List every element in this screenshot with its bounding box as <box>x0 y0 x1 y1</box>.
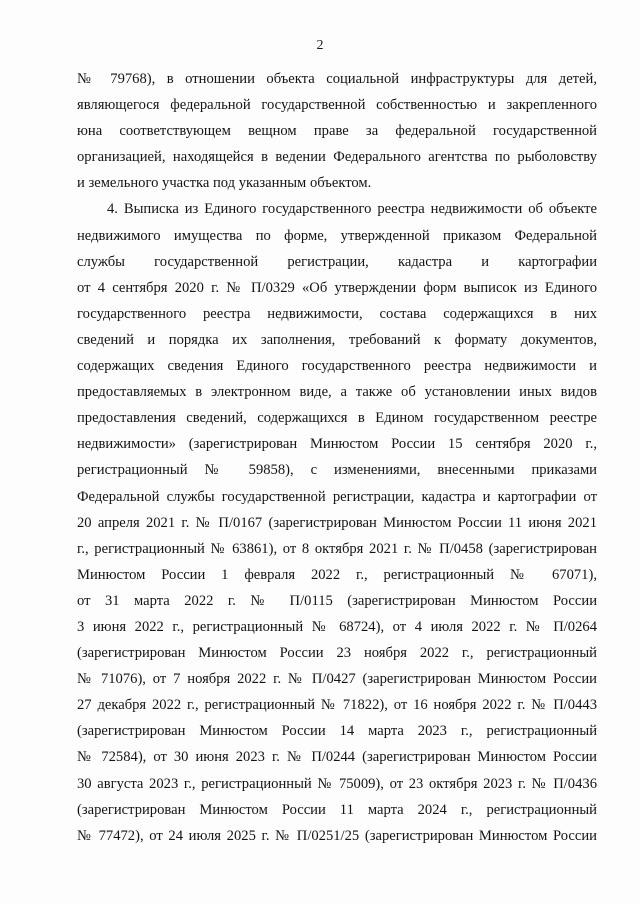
text-line: Минюстом России 1 февраля 2022 г., регистрационный № 67071), <box>77 566 597 583</box>
text-line: (зарегистрирован Минюстом России 23 ноября 2022 г., регистрационный <box>77 645 597 662</box>
document-body-text <box>77 66 597 849</box>
text-line: содержащих сведения Единого государственного реестра недвижимости и <box>77 358 597 375</box>
text-line: юна соответствующем вещном праве за федеральной государственной <box>77 123 597 140</box>
text-line: 30 августа 2023 г., регистрационный № 75009), от 23 октября 2023 г. № П/0436 <box>77 775 597 792</box>
text-line: сведений и порядка их заполнения, требований к формату документов, <box>77 331 597 348</box>
text-line: 27 декабря 2022 г., регистрационный № 71822), от 16 ноября 2022 г. № П/0443 <box>77 697 597 714</box>
text-line: от 31 марта 2022 г. № П/0115 (зарегистрирован Минюстом России <box>77 592 597 609</box>
page-number: 2 <box>316 38 324 53</box>
text-line: службы государственной регистрации, кадастра и картографии <box>77 253 597 270</box>
text-line: предоставляемых в электронном виде, а также об установлении иных видов <box>77 384 597 401</box>
text-line: организацией, находящейся в ведении Федерального агентства по рыболовству <box>77 149 597 166</box>
text-line: (зарегистрирован Минюстом России 14 марта 2023 г., регистрационный <box>77 723 597 740</box>
text-line: № 79768), в отношении объекта социальной инфраструктуры для детей, <box>77 71 597 87</box>
text-line: недвижимости» (зарегистрирован Минюстом России 15 сентября 2020 г., <box>77 436 597 453</box>
text-line: (зарегистрирован Минюстом России 11 марта 2024 г., регистрационный <box>77 801 597 818</box>
text-line: 4. Выписка из Единого государственного реестра недвижимости об объекте <box>107 201 597 218</box>
text-line: недвижимого имущества по форме, утвержденной приказом Федеральной <box>77 227 597 244</box>
text-line: № 77472), от 24 июля 2025 г. № П/0251/25 (зарегистрирован Минюстом России <box>77 827 597 844</box>
text-line: № 72584), от 30 июня 2023 г. № П/0244 (зарегистрирован Минюстом России <box>77 749 597 766</box>
text-line: 3 июня 2022 г., регистрационный № 68724), от 4 июля 2022 г. № П/0264 <box>77 618 597 635</box>
text-line: № 71076), от 7 ноября 2022 г. № П/0427 (зарегистрирован Минюстом России <box>77 671 597 688</box>
text-line: и земельного участка под указанным объектом. <box>77 175 372 192</box>
text-line: предоставления сведений, содержащихся в Едином государственном реестре <box>77 410 597 427</box>
text-line: 20 апреля 2021 г. № П/0167 (зарегистрирован Минюстом России 11 июня 2021 <box>77 514 597 531</box>
text-line: г., регистрационный № 63861), от 8 октября 2021 г. № П/0458 (зарегистрирован <box>77 540 597 557</box>
text-line: регистрационный № 59858), с изменениями, внесенными приказами <box>77 462 597 479</box>
text-line: от 4 сентября 2020 г. № П/0329 «Об утверждении форм выписок из Единого <box>77 279 597 296</box>
text-line: являющегося федеральной государственной собственностью и закрепленного <box>77 97 597 114</box>
text-line: Федеральной службы государственной регистрации, кадастра и картографии от <box>77 488 597 505</box>
text-line: государственного реестра недвижимости, состава содержащихся в них <box>77 305 597 322</box>
